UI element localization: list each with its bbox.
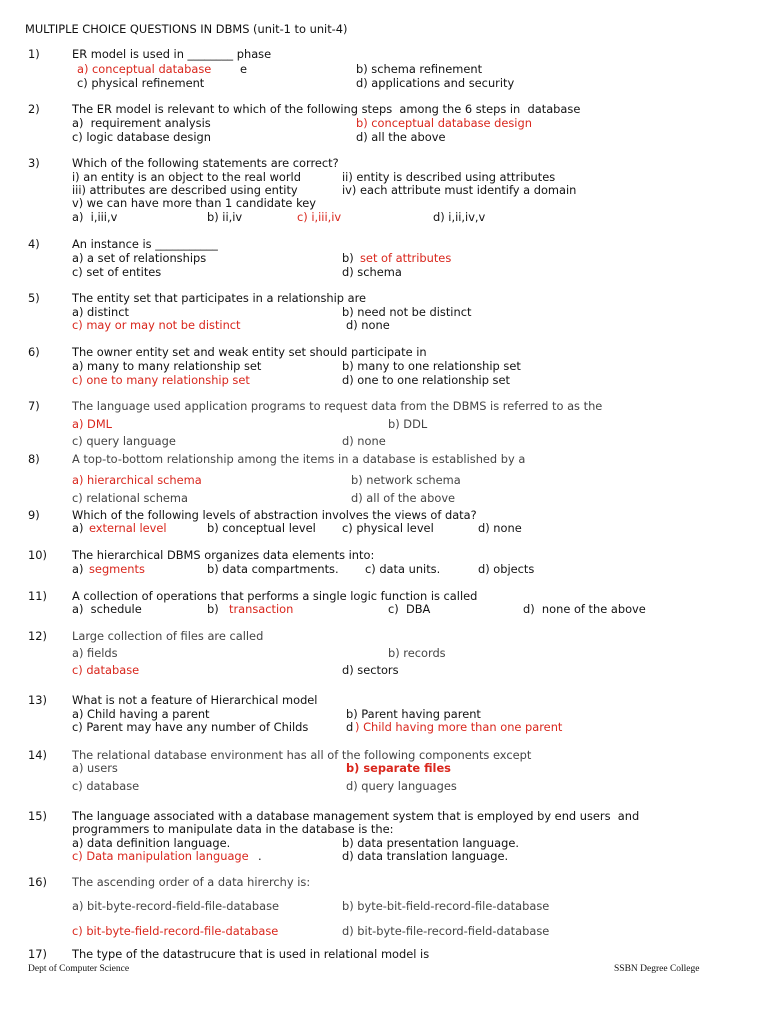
option-a-correct: segments <box>89 562 145 576</box>
question-text: An instance is ___________ <box>72 237 218 251</box>
question-number: 15) <box>28 809 47 823</box>
option-c: c) set of entites <box>72 265 162 279</box>
option-b: b) conceptual level <box>207 521 316 535</box>
question-number: 14) <box>28 748 47 762</box>
document-title: MULTIPLE CHOICE QUESTIONS IN DBMS (unit-1 to unit-4) <box>25 22 348 36</box>
option-fragment: . <box>258 849 262 863</box>
option-a-label: a) <box>72 562 88 576</box>
option-d: d) none <box>342 434 386 448</box>
option-c: c) relational schema <box>72 491 188 505</box>
question-number: 7) <box>28 399 40 413</box>
question-number: 10) <box>28 548 47 562</box>
option-b-label: b) <box>207 602 219 616</box>
question-text: The relational database environment has all of the following components except <box>72 748 532 762</box>
question-number: 6) <box>28 345 40 359</box>
option-d-label: d <box>346 720 354 734</box>
question-number: 5) <box>28 291 40 305</box>
option-a-correct: external level <box>89 521 167 535</box>
option-c: c) physical level <box>342 521 434 535</box>
option-c-correct: c) one to many relationship set <box>72 373 250 387</box>
question-text: The hierarchical DBMS organizes data elements into: <box>72 548 375 562</box>
option-a: a) i,iii,v <box>72 210 118 224</box>
option-a: a) bit-byte-record-field-file-database <box>72 899 280 913</box>
statement-ii: ii) entity is described using attributes <box>342 170 556 184</box>
option-d: d) objects <box>478 562 535 576</box>
option-b: b) byte-bit-field-record-file-database <box>342 899 550 913</box>
option-b: b) many to one relationship set <box>342 359 521 373</box>
question-number: 1) <box>28 47 40 61</box>
option-b: b) schema refinement <box>356 62 483 76</box>
question-number: 16) <box>28 875 47 889</box>
option-b: b) need not be distinct <box>342 305 472 319</box>
option-d: d) sectors <box>342 663 399 677</box>
option-c: c) database <box>72 779 140 793</box>
option-a: a) data definition language. <box>72 836 231 850</box>
statement-v: v) we can have more than 1 candidate key <box>72 196 317 210</box>
option-d: d) applications and security <box>356 76 515 90</box>
question-text: A collection of operations that performs a single logic function is called <box>72 589 478 603</box>
option-d: d) i,ii,iv,v <box>433 210 486 224</box>
option-a: a) fields <box>72 646 118 660</box>
question-number: 17) <box>28 947 47 961</box>
question-text: Large collection of files are called <box>72 629 264 643</box>
option-d: d) all of the above <box>351 491 456 505</box>
option-d: d) all the above <box>356 130 446 144</box>
option-b-correct: set of attributes <box>360 251 452 265</box>
question-text: Which of the following statements are correct? <box>72 156 339 170</box>
option-b-correct: b) separate files <box>346 761 451 775</box>
question-number: 11) <box>28 589 47 603</box>
option-d: d) none <box>346 318 390 332</box>
option-b: b) data presentation language. <box>342 836 519 850</box>
question-text-line-2: programmers to manipulate data in the database is the: <box>72 822 394 836</box>
option-b-correct: transaction <box>229 602 294 616</box>
option-c: c) logic database design <box>72 130 211 144</box>
option-b-correct: b) conceptual database design <box>356 116 532 130</box>
option-d: d) schema <box>342 265 402 279</box>
option-a-correct: a) hierarchical schema <box>72 473 202 487</box>
option-c: c) DBA <box>388 602 431 616</box>
option-a: a) Child having a parent <box>72 707 210 721</box>
option-d: d) none of the above <box>523 602 646 616</box>
option-a-correct: a) DML <box>72 417 112 431</box>
question-text: The ascending order of a data hirerchy is: <box>72 875 311 889</box>
option-fragment: e <box>240 62 248 76</box>
option-a: a) users <box>72 761 118 775</box>
option-a: a) many to many relationship set <box>72 359 262 373</box>
footer-right: SSBN Degree College <box>614 964 700 974</box>
option-b: b) DDL <box>388 417 428 431</box>
option-c-correct: c) i,iii,iv <box>297 210 342 224</box>
option-c: c) query language <box>72 434 176 448</box>
question-text: A top-to-bottom relationship among the items in a database is established by a <box>72 452 526 466</box>
question-number: 4) <box>28 237 40 251</box>
option-c-correct: c) database <box>72 663 140 677</box>
footer-left: Dept of Computer Science <box>28 964 130 974</box>
question-text: The language associated with a database management system that is employed by end users and <box>72 809 640 823</box>
option-a-label: a) <box>72 521 88 535</box>
option-c-correct: c) Data manipulation language <box>72 849 249 863</box>
option-a-correct: a) conceptual database <box>77 62 212 76</box>
question-text: Which of the following levels of abstraction involves the views of data? <box>72 508 477 522</box>
question-text: The owner entity set and weak entity set should participate in <box>72 345 427 359</box>
option-c: c) Parent may have any number of Childs <box>72 720 309 734</box>
option-a: a) a set of relationships <box>72 251 207 265</box>
option-d: d) bit-byte-file-record-field-database <box>342 924 550 938</box>
option-c-correct: c) may or may not be distinct <box>72 318 241 332</box>
question-text: The language used application programs to request data from the DBMS is referred to as the <box>72 399 603 413</box>
question-number: 9) <box>28 508 40 522</box>
option-c-correct: c) bit-byte-field-record-file-database <box>72 924 279 938</box>
question-text: The entity set that participates in a relationship are <box>72 291 367 305</box>
option-b: b) Parent having parent <box>346 707 481 721</box>
option-d: d) one to one relationship set <box>342 373 510 387</box>
option-c: c) data units. <box>365 562 441 576</box>
option-d-correct: ) Child having more than one parent <box>355 720 563 734</box>
option-a: a) schedule <box>72 602 142 616</box>
question-number: 3) <box>28 156 40 170</box>
option-b: b) network schema <box>351 473 461 487</box>
statement-iii: iii) attributes are described using entity <box>72 183 298 197</box>
question-text: ER model is used in ________ phase <box>72 47 272 61</box>
question-number: 13) <box>28 693 47 707</box>
option-d: d) query languages <box>346 779 457 793</box>
option-d: d) data translation language. <box>342 849 509 863</box>
option-b: b) records <box>388 646 446 660</box>
question-text: What is not a feature of Hierarchical model <box>72 693 318 707</box>
option-b: b) ii,iv <box>207 210 243 224</box>
statement-iv: iv) each attribute must identify a domain <box>342 183 577 197</box>
option-b-label: b) <box>342 251 358 265</box>
question-text: The ER model is relevant to which of the following steps among the 6 steps in database <box>72 102 581 116</box>
option-a: a) distinct <box>72 305 129 319</box>
question-text: The type of the datastrucure that is used in relational model is <box>72 947 430 961</box>
question-number: 2) <box>28 102 40 116</box>
option-a: a) requirement analysis <box>72 116 211 130</box>
option-b: b) data compartments. <box>207 562 339 576</box>
statement-i: i) an entity is an object to the real world <box>72 170 301 184</box>
question-number: 8) <box>28 452 40 466</box>
option-c: c) physical refinement <box>77 76 205 90</box>
question-number: 12) <box>28 629 47 643</box>
option-d: d) none <box>478 521 522 535</box>
